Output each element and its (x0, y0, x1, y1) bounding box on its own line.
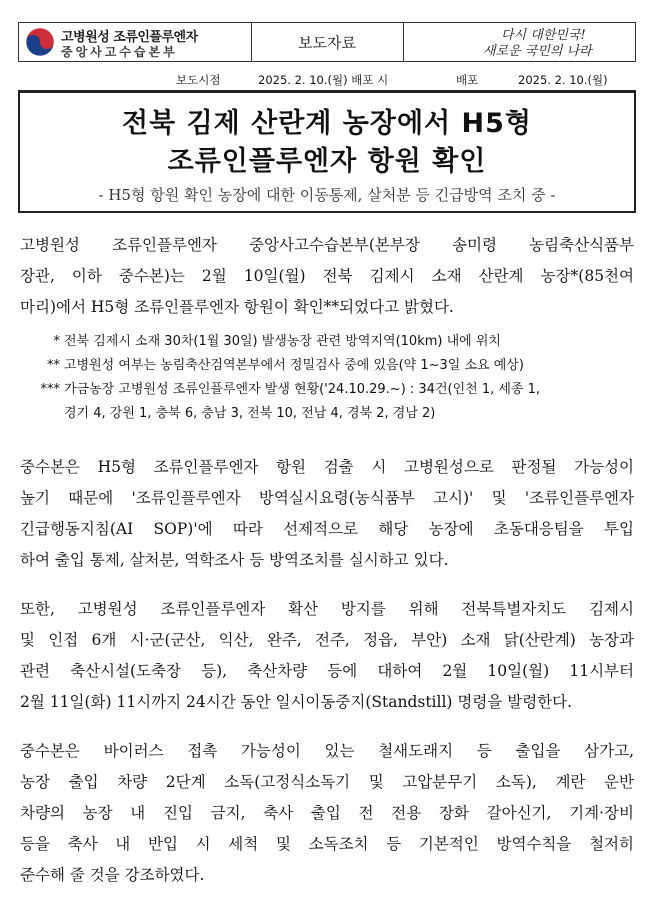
org-name-line2: 중앙사고수습본부 (61, 45, 178, 59)
paragraph-line: 준수해 줄 것을 강조하였다. (20, 866, 205, 884)
paragraph-line: 차량의 농장 내 진입 금지, 축사 출입 전 전용 장화 갈아신기, 기계·장비 (20, 804, 634, 822)
paragraph-line: 중수본은 H5형 조류인플루엔자 항원 검출 시 고병원성으로 판정될 가능성이 (20, 458, 634, 476)
title-box (18, 90, 636, 213)
press-header (18, 22, 636, 62)
release-time-value: 2025. 2. 10.(월) 배포 시 (258, 73, 389, 87)
footnote-item: *** 가금농장 고병원성 조류인플루엔자 발생 현황('24.10.29.~) : 34건(인천 1, 세종 1, (40, 382, 541, 397)
paragraph-3 (20, 594, 634, 718)
paragraph-line: 등을 축사 내 반입 시 세척 및 소독조치 등 기본적인 방역수칙을 철저히 (20, 835, 634, 853)
slogan-line1: 다시 대한민국! (501, 28, 586, 43)
doc-type-label: 보도자료 (298, 34, 356, 52)
paragraph-line: 농장 출입 차량 2단계 소독(고정식소독기 및 고압분무기 소독), 계란 운반 (20, 773, 634, 791)
paragraph-line: 고병원성 조류인플루엔자 중앙사고수습본부(본부장 송미령 농림축산식품부 (20, 236, 634, 254)
paragraph-2 (20, 452, 634, 576)
footnote-item: 경기 4, 강원 1, 충북 6, 충남 3, 전북 10, 전남 4, 경북 2, 경남 2) (64, 406, 436, 421)
footnote-item: * 전북 김제시 소재 30차(1월 30일) 발생농장 관련 방역지역(10km) 내에 위치 (53, 334, 501, 349)
subheadline: - H5형 항원 확인 농장에 대한 이동통제, 살처분 등 긴급방역 조치 중 - (98, 186, 556, 204)
paragraph-line: 중수본은 바이러스 접촉 가능성이 있는 철새도래지 등 출입을 삼가고, (20, 742, 634, 760)
footnote-item: ** 고병원성 여부는 농림축산검역본부에서 정밀검사 중에 있음(약 1~3일 소요 예상) (47, 358, 524, 373)
distribute-label: 배포 (456, 73, 479, 87)
paragraph-line: 관련 축산시설(도축장 등), 축산차량 등에 대하여 2월 10일(월) 11시부터 (20, 662, 634, 680)
org-name-line1: 고병원성 조류인플루엔자 (61, 30, 198, 45)
header-divider (403, 23, 404, 61)
paragraph-line: 및 인접 6개 시·군(군산, 익산, 완주, 전주, 정읍, 부안) 소재 닭(산란계) 농장과 (20, 631, 634, 649)
paragraph-4 (20, 736, 634, 891)
paragraph-line: 또한, 고병원성 조류인플루엔자 확산 방지를 위해 전북특별자치도 김제시 (20, 600, 634, 618)
distribute-value: 2025. 2. 10.(월) (518, 73, 608, 87)
paragraph-line: 하여 출입 통제, 살처분, 역학조사 등 방역조치를 실시하고 있다. (20, 551, 449, 569)
footnotes (20, 330, 634, 426)
paragraph-line: 2월 11일(화) 11시까지 24시간 동안 일시이동중지(Standstill) 명령을 발령한다. (20, 693, 573, 711)
paragraph-line: 장관, 이하 중수본)는 2월 10일(월) 전북 김제시 소재 산란계 농장*(85천여 (20, 267, 634, 285)
paragraph-line: 높기 때문에 '조류인플루엔자 방역실시요령(농식품부 고시)' 및 '조류인플루엔자 (20, 489, 634, 507)
slogan-calligraphy (429, 25, 629, 59)
headline-line2: 조류인플루엔자 항원 확인 (167, 146, 487, 177)
slogan-line2: 새로운 국민의 나라 (483, 44, 592, 59)
release-time-label: 보도시점 (176, 73, 221, 87)
paragraph-line: 긴급행동지침(AI SOP)'에 따라 선제적으로 해당 농장에 초동대응팀을 투입 (20, 520, 634, 538)
paragraph-1 (20, 230, 634, 323)
headline-line1: 전북 김제 산란계 농장에서 H5형 (122, 108, 532, 139)
paragraph-line: 마리)에서 H5형 조류인플루엔자 항원이 확인**되었다고 밝혔다. (20, 298, 454, 316)
government-emblem-icon (25, 27, 55, 57)
